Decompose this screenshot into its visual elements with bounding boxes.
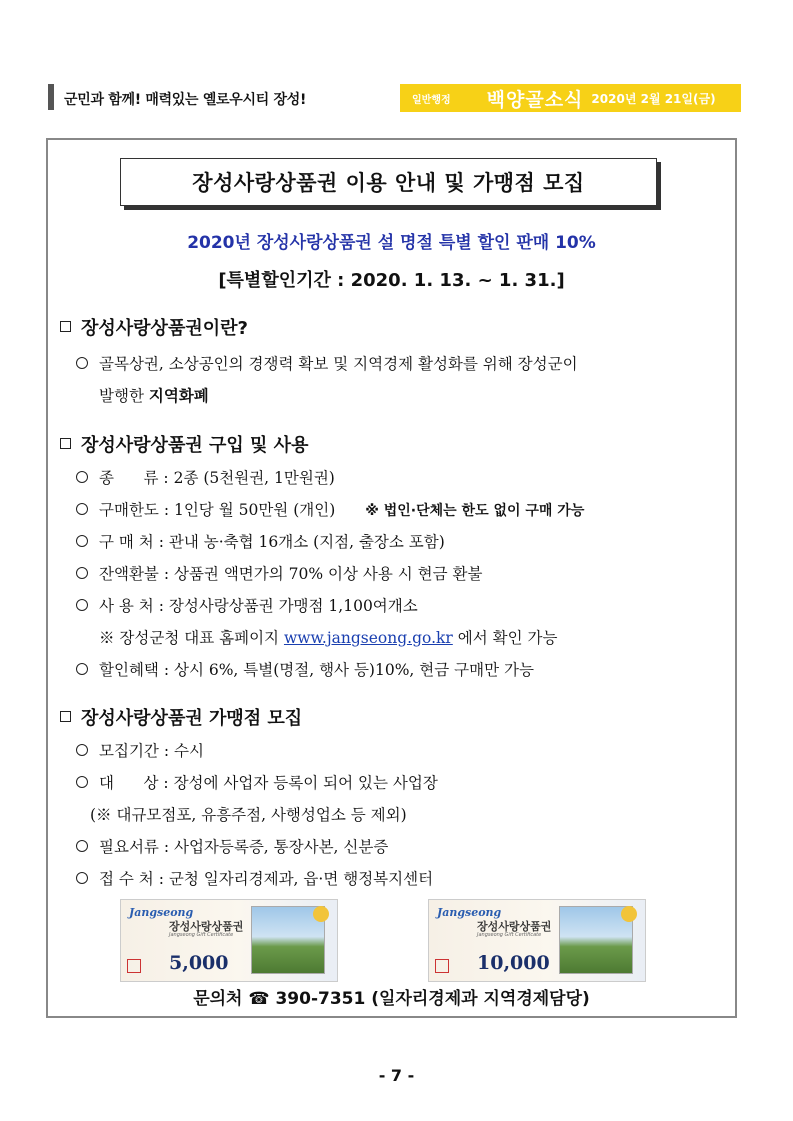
list-item: 사 용 처 : 장성사랑상품권 가맹점 1,100여개소 [76, 594, 418, 616]
voucher-logo: Jangseong [129, 906, 194, 919]
header-bar [48, 84, 54, 110]
list-item: 구매한도 : 1인당 월 50만원 (개인) ※ 법인·단체는 한도 없이 구매 가능 [76, 498, 584, 520]
list-item: 모집기간 : 수시 [76, 739, 204, 761]
seal-icon [435, 959, 449, 973]
circle-bullet-icon [76, 599, 88, 611]
list-item-note: (※ 대규모점포, 유흥주점, 사행성업소 등 제외) [90, 806, 407, 824]
list-item: 종 류 : 2종 (5천원권, 1만원권) [76, 466, 335, 488]
section-heading-2: 장성사랑상품권 구입 및 사용 [60, 431, 308, 457]
badge-icon [621, 906, 637, 922]
badge-icon [313, 906, 329, 922]
voucher-10000-image [428, 899, 646, 982]
circle-bullet-icon [76, 357, 88, 369]
voucher-5000-image [120, 899, 338, 982]
publication-name: 백양골소식 [486, 88, 584, 111]
list-item-continuation: 발행한 지역화폐 [99, 387, 209, 405]
list-item: 구 매 처 : 관내 농·축협 16개소 (지점, 출장소 포함) [76, 530, 445, 552]
list-item: 접 수 처 : 군청 일자리경제과, 읍·면 행정복지센터 [76, 867, 433, 889]
voucher-amount: 10,000 [477, 952, 550, 974]
seal-icon [127, 959, 141, 973]
voucher-subtitle: Jangseong Gift Certificate [477, 932, 542, 938]
list-item: 할인혜택 : 상시 6%, 특별(명절, 행사 등)10%, 현금 구매만 가능 [76, 658, 534, 680]
circle-bullet-icon [76, 535, 88, 547]
checkbox-square-icon [60, 711, 71, 722]
circle-bullet-icon [76, 567, 88, 579]
checkbox-square-icon [60, 438, 71, 449]
list-item: 필요서류 : 사업자등록증, 통장사본, 신분증 [76, 835, 388, 857]
homepage-link[interactable]: www.jangseong.go.kr [283, 629, 453, 647]
page-number: - 7 - [378, 1066, 415, 1085]
circle-bullet-icon [76, 663, 88, 675]
discount-period: [특별할인기간 : 2020. 1. 13. ~ 1. 31.] [218, 270, 565, 291]
list-item-note: ※ 장성군청 대표 홈페이지 www.jangseong.go.kr 에서 확인 가능 [99, 629, 558, 647]
voucher-title: 장성사랑상품권 [477, 920, 552, 933]
header-slogan: 군민과 함께! 매력있는 옐로우시티 장성! [64, 92, 307, 108]
subtitle: 2020년 장성사랑상품권 설 명절 특별 할인 판매 10% [187, 233, 596, 253]
list-item: 대 상 : 장성에 사업자 등록이 되어 있는 사업장 [76, 771, 438, 793]
checkbox-square-icon [60, 321, 71, 332]
section-heading-3: 장성사랑상품권 가맹점 모집 [60, 704, 302, 730]
publication-banner [400, 84, 741, 112]
section-heading-1: 장성사랑상품권이란? [60, 314, 248, 340]
circle-bullet-icon [76, 744, 88, 756]
publication-date: 2020년 2월 21일(금) [591, 91, 716, 106]
circle-bullet-icon [76, 840, 88, 852]
list-item: 골목상권, 소상공인의 경쟁력 확보 및 지역경제 활성화를 위해 장성군이 [76, 352, 578, 374]
circle-bullet-icon [76, 872, 88, 884]
contact-info: 문의처 ☎ 390-7351 (일자리경제과 지역경제담당) [193, 989, 590, 1009]
voucher-amount: 5,000 [169, 952, 229, 974]
list-item: 잔액환불 : 상품권 액면가의 70% 이상 사용 시 현금 환불 [76, 562, 482, 584]
page-title: 장성사랑상품권 이용 안내 및 가맹점 모집 [120, 158, 657, 206]
page-header [46, 81, 741, 113]
voucher-subtitle: Jangseong Gift Certificate [169, 932, 234, 938]
circle-bullet-icon [76, 503, 88, 515]
circle-bullet-icon [76, 776, 88, 788]
voucher-logo: Jangseong [437, 906, 502, 919]
voucher-title: 장성사랑상품권 [169, 920, 244, 933]
header-category: 일반행정 [412, 94, 451, 106]
circle-bullet-icon [76, 471, 88, 483]
